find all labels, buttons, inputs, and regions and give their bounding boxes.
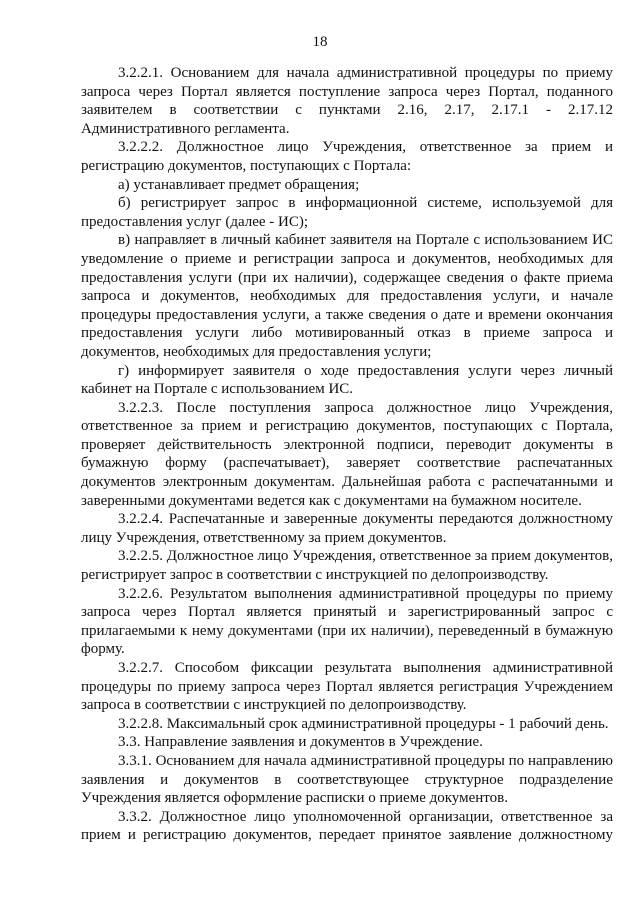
document-body — [81, 64, 613, 845]
list-item-v: в) направляет в личный кабинет заявителя на Портале с использованием ИС уведомление о приеме и регистрации запроса и документов, необходимых для предоставления услуги (при их наличии), содержащее сведения о факте приема запроса и документов, необходимых для предоставления услуги, и начале процедуры предоставления услуги, а также сведения о дате и времени окончания предоставления услуги либо мотивированный отказ в приеме запроса и документов, необходимых для предоставления услуги; — [81, 232, 613, 360]
list-item-b: б) регистрирует запрос в информационной системе, используемой для предоставления услуг (далее - ИС); — [81, 195, 613, 230]
paragraph-3-2-2-4: 3.2.2.4. Распечатанные и заверенные документы передаются должностному лицу Учреждения, ответственному за прием документов. — [81, 511, 613, 546]
paragraph-3-2-2-5: 3.2.2.5. Должностное лицо Учреждения, ответственное за прием документов, регистрирует запрос в соответствии с инструкцией по делопроизводству. — [81, 548, 614, 584]
list-item-g: г) информирует заявителя о ходе предоставления услуги через личный кабинет на Портале с использованием ИС. — [81, 362, 613, 398]
section-heading-3-3: 3.3. Направление заявления и документов в Учреждение. — [118, 734, 483, 751]
paragraph-3-2-2-8: 3.2.2.8. Максимальный срок административной процедуры - 1 рабочий день. — [118, 715, 609, 732]
list-item-a: а) устанавливает предмет обращения; — [118, 176, 360, 193]
paragraph-3-2-2-3: 3.2.2.3. После поступления запроса должностное лицо Учреждения, ответственное за прием и регистрацию документов, поступающих с Портала, проверяет действительность электронной подписи, переводит документы в бумажную форму (распечатывает), заверяет соответствие распечатанных документов электронным документам. Дальнейшая работа с распечатанными и заверенными документами ведется как с документами на бумажном носителе. — [81, 399, 613, 509]
page-number: 18 — [312, 34, 328, 50]
paragraph-3-3-2: 3.3.2. Должностное лицо уполномоченной организации, ответственное за прием и регистрацию документов, передает принятое заявление должностному — [81, 808, 613, 844]
paragraph-3-2-2-2: 3.2.2.2. Должностное лицо Учреждения, ответственное за прием и регистрацию документов, поступающих с Портала: — [81, 139, 613, 174]
paragraph-3-2-2-7: 3.2.2.7. Способом фиксации результата выполнения административной процедуры по приему запроса через Портал является регистрация Учреждением запроса в соответствии с инструкцией по делопроизводству. — [81, 660, 613, 714]
paragraph-3-2-2-1: 3.2.2.1. Основанием для начала административной процедуры по приему запроса через Портал является поступление запроса через Портал, поданного заявителем в соответствии с пунктами 2.16, 2.17, 2.17.1 - 2.17.12 Административного регламента. — [81, 65, 613, 137]
paragraph-3-2-2-6: 3.2.2.6. Результатом выполнения административной процедуры по приему запроса через Портал является принятый и зарегистрированный запрос с прилагаемыми к нему документами (при их наличии), переведенный в бумажную форму. — [81, 585, 613, 658]
paragraph-3-3-1: 3.3.1. Основанием для начала административной процедуры по направлению заявления и документов в соответствующее структурное подразделение Учреждения является оформление расписки о приеме документов. — [81, 752, 613, 807]
